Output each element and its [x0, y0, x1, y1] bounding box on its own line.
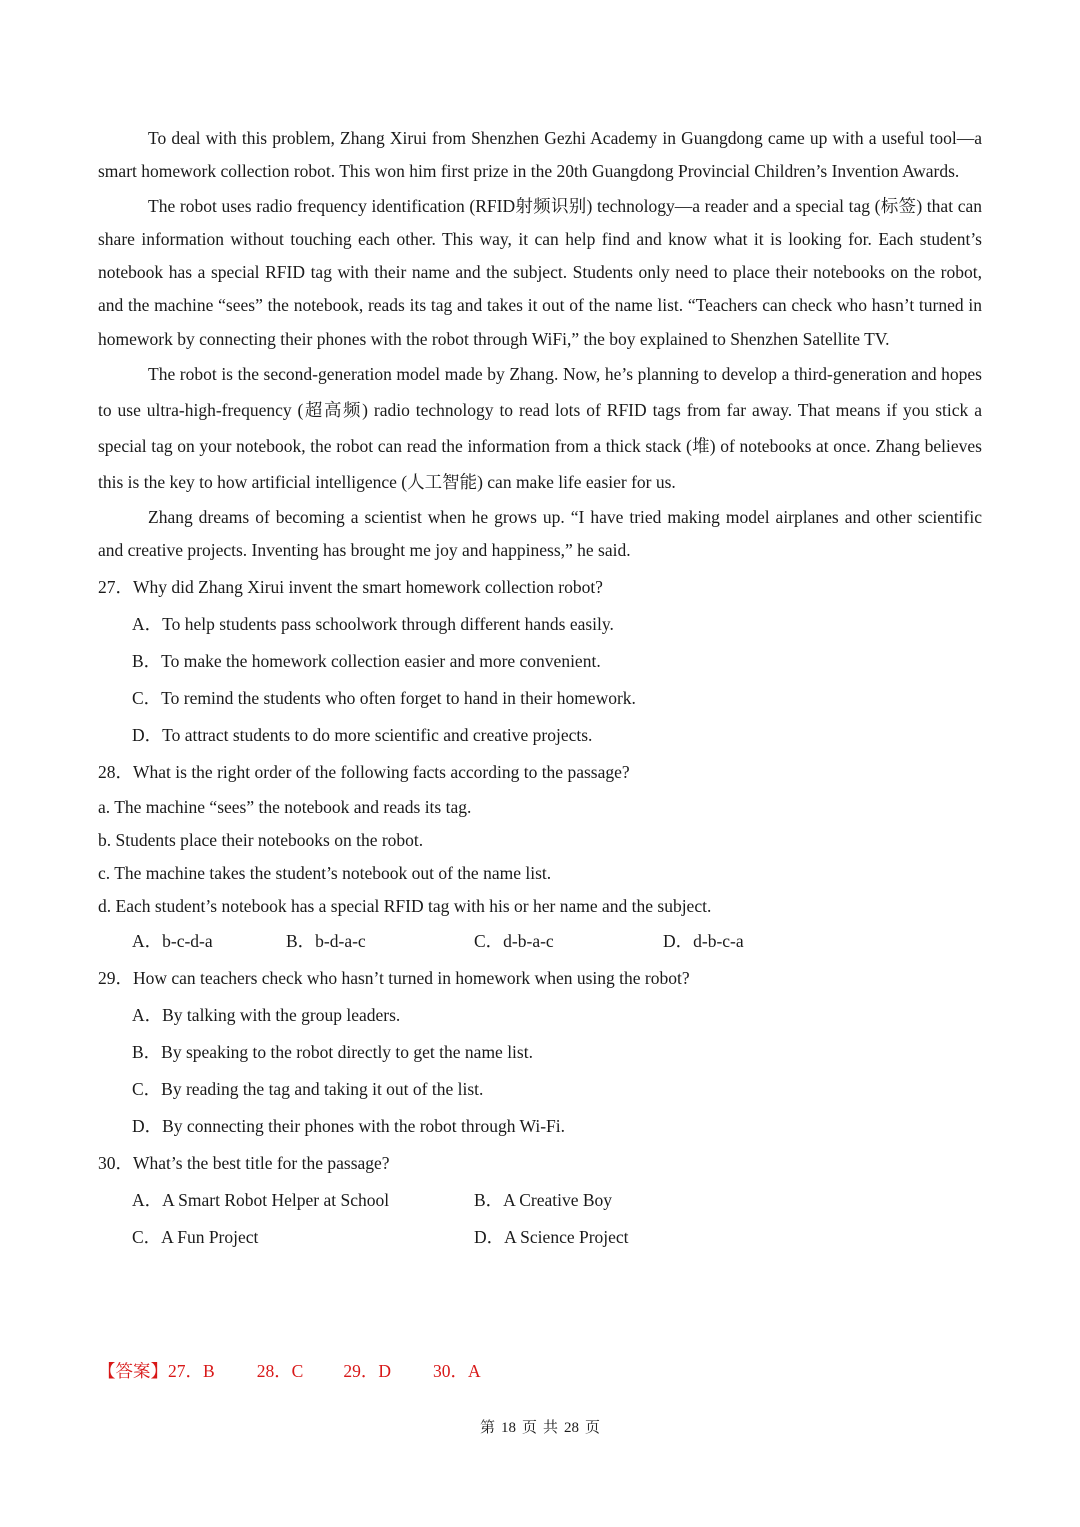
question-30-option-b: B．A Creative Boy [474, 1189, 613, 1210]
question-28-option-d: D．d-b-c-a [663, 930, 744, 951]
question-27-option-c: C．To remind the students who often forget to hand in their homework. [132, 687, 636, 708]
question-29-option-c: C．By reading the tag and taking it out of the list. [132, 1078, 484, 1099]
question-28-option-a: A．b-c-d-a [132, 930, 213, 951]
question-30-option-d: D．A Science Project [474, 1226, 629, 1247]
question-27-option-b: B．To make the homework collection easier and more convenient. [132, 650, 601, 671]
question-28-option-b: B．b-d-a-c [286, 930, 366, 951]
answer-item: 28．C [256, 1361, 304, 1381]
passage-paragraph-4: Zhang dreams of becoming a scientist when he grows up. “I have tried making model airplanes and other scientific and creative projects. Inventing has brought me joy and happiness,” he said. [98, 507, 982, 561]
question-28-fact-c: c. The machine takes the student’s notebook out of the name list. [98, 862, 552, 883]
footer-page-number: 18 [500, 1420, 516, 1436]
question-30-option-c: C．A Fun Project [132, 1226, 259, 1247]
answer-item: 27．B [168, 1361, 215, 1381]
footer-total-pages: 28 [564, 1420, 580, 1436]
passage-paragraph-2: The robot uses radio frequency identification (RFID射频识别) technology—a reader and a special tag (标签) that can share information without touching each other. This way, it can help find and know what it is looking for. Each student’s notebook has a special RFID tag with their name and the subject. Students only need to place their notebooks on the robot, and the machine “sees” the notebook, reads its tag and takes it out of the name list. “Teachers can check who hasn’t turned in homework by connecting their phones with the robot through WiFi,” the boy explained to Shenzhen Satellite TV. [98, 195, 982, 349]
question-27-option-d: D．To attract students to do more scientific and creative projects. [132, 724, 593, 745]
page-footer [0, 1417, 1080, 1439]
question-28-fact-b: b. Students place their notebooks on the robot. [98, 829, 424, 850]
question-30-options-row-2 [98, 1219, 982, 1256]
footer-page-unit: 页 [521, 1420, 537, 1436]
question-30-option-a: A．A Smart Robot Helper at School [132, 1189, 390, 1210]
question-28-options [98, 923, 982, 960]
question-27-option-a: A．To help students pass schoolwork through different hands easily. [132, 613, 614, 634]
question-28-option-c: C．d-b-a-c [474, 930, 554, 951]
passage-paragraph-3: The robot is the second-generation model made by Zhang. Now, he’s planning to develop a third-generation and hopes to use ultra-high-frequency (超高频) radio technology to read lots of RFID tags from far away. That means if you stick a special tag on your notebook, the robot can read the information from a thick stack (堆) of notebooks at once. Zhang believes this is the key to how artificial intelligence (人工智能) can make life easier for us. [98, 364, 982, 493]
question-30-options-row-1 [98, 1182, 982, 1219]
passage-paragraph-1: To deal with this problem, Zhang Xirui from Shenzhen Gezhi Academy in Guangdong came up with a useful tool—a smart homework collection robot. This won him first prize in the 20th Guangdong Provincial Children’s Invention Awards. [98, 128, 982, 182]
footer-total-prefix: 共 [543, 1420, 559, 1436]
answer-label: 【答案】 [98, 1361, 168, 1381]
document-body [98, 122, 982, 1256]
question-29-option-d: D．By connecting their phones with the robot through Wi-Fi. [132, 1115, 566, 1136]
question-28-stem: 28．What is the right order of the following facts according to the passage? [98, 761, 630, 782]
answer-item: 30．A [433, 1361, 481, 1381]
footer-total-unit: 页 [585, 1420, 601, 1436]
question-29-option-a: A．By talking with the group leaders. [132, 1004, 401, 1025]
question-29-stem: 29．How can teachers check who hasn’t turned in homework when using the robot? [98, 967, 690, 988]
question-30-stem: 30．What’s the best title for the passage? [98, 1152, 390, 1173]
question-28-fact-a: a. The machine “sees” the notebook and reads its tag. [98, 796, 472, 817]
question-27-stem: 27．Why did Zhang Xirui invent the smart homework collection robot? [98, 576, 603, 597]
question-29-option-b: B．By speaking to the robot directly to get the name list. [132, 1041, 533, 1062]
answer-key [98, 1356, 481, 1386]
answer-item: 29．D [343, 1361, 392, 1381]
question-28-fact-d: d. Each student’s notebook has a special RFID tag with his or her name and the subject. [98, 895, 712, 916]
footer-prefix: 第 [479, 1420, 495, 1436]
